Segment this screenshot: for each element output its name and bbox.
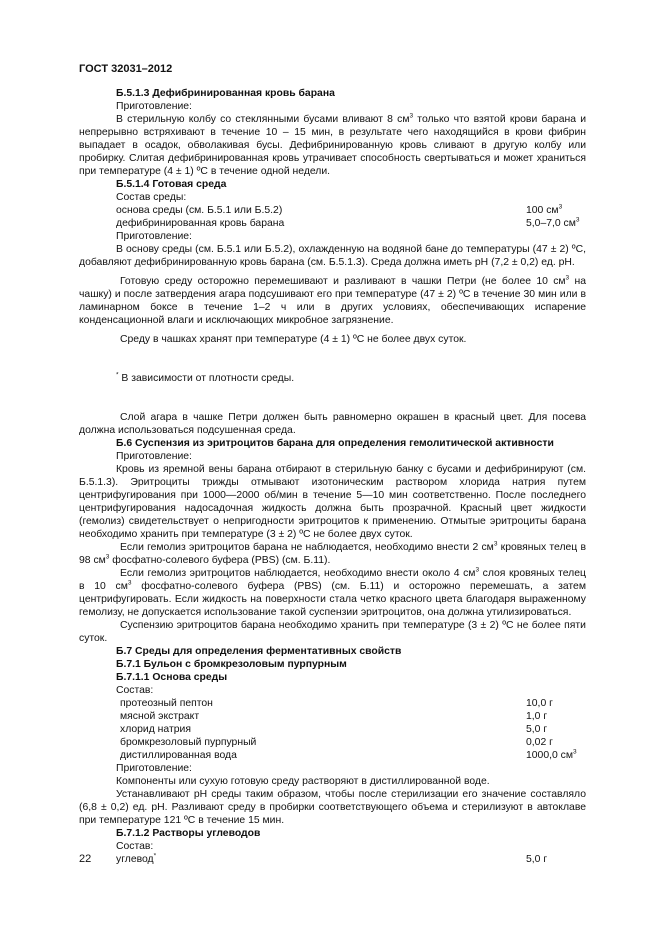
prep-label: Приготовление:: [116, 231, 192, 242]
composition-label: Состав среды:: [116, 192, 187, 203]
paragraph-b6-3: Если гемолиз эритроцитов наблюдается, необходимо внести около 4 $см^3$ слоя кровяных телец в 10 $см^3$ фосфатно-солевого буфера (PBS) (см. Б.11) и осторожно перемешать, а затем центрифугировать. Если жидкость на поверхности стала четко красного цвета благодаря выраженному гемолизу, не допускается использование такой суспензии эритроцитов, она должна утилизироваться.: [79, 566, 586, 618]
section-title-b7: Б.7 Среды для определения ферментативных свойств: [116, 646, 402, 657]
composition-row: хлорид натрия 5,0 г: [120, 724, 548, 735]
composition-row: углевод* 5,0 г: [116, 852, 548, 865]
composition-row: бромкрезоловый пурпурный 0,02 г: [120, 737, 553, 748]
composition-row: мясной экстракт 1,0 г: [120, 711, 548, 722]
paragraph-b711-2: Устанавливают рН среды таким образом, чтобы после стерилизации его значение составляло (6,8 ± 0,2) ед. рН. Разливают среду в пробирки соответствующего объема и стерилизуют в автоклаве при температуре 121 ºС в течение 15 мин.: [79, 789, 586, 826]
prep-label: Приготовление:: [116, 451, 192, 462]
paragraph-b514-2: Готовую среду осторожно перемешивают и разливают в чашки Петри (не более 10 $см^3$ на чашку) и после затвердения агара подсушивают его при температуре (47 ± 2) ºС в течение 30 мин или в ламинарном боксе в течение 1–2 ч или в других условиях, обеспечивающих испарение конденсационной влаги и исключающих микробное загрязнение.: [79, 274, 587, 326]
paragraph-b514-3: Среду в чашках хранят при температуре (4 ± 1) ºС не более двух суток.: [120, 334, 467, 345]
section-title-b514: Б.5.1.4 Готовая среда: [116, 179, 227, 190]
paragraph-continuation: Слой агара в чашке Петри должен быть равномерно окрашен в красный цвет. Для посева должна использоваться подсушенная среда.: [79, 412, 586, 436]
composition-row: протеозный пептон 10,0 г: [120, 698, 553, 709]
composition-row: дистиллированная вода 1000,0 $см^3$: [120, 748, 577, 761]
paragraph-b711-1: Компоненты или сухую готовую среду растворяют в дистиллированной воде.: [116, 776, 490, 787]
section-title-b711: Б.7.1.1 Основа среды: [116, 672, 228, 683]
composition-row: основа среды (см. Б.5.1 или Б.5.2) 100 $см^3$: [116, 203, 563, 216]
superscript: 3: [409, 112, 414, 120]
prep-label: Приготовление:: [116, 101, 192, 112]
paragraph-b6-2: Если гемолиз эритроцитов барана не наблюдается, необходимо внести 2 $см^3$ кровяных телец в 98 $см^3$ фосфатно-солевого буфера (PBS) (см. Б.11).: [79, 540, 586, 566]
page-number: 22: [79, 853, 92, 865]
section-title-b6: Б.6 Суспензия из эритроцитов барана для определения гемолитической активности: [116, 438, 554, 449]
section-title-b712: Б.7.1.2 Растворы углеводов: [116, 828, 261, 839]
footnote-mark: *: [153, 852, 157, 860]
composition-label: Состав:: [116, 841, 154, 852]
footnote-mark: *: [116, 371, 119, 379]
paragraph-b6-4: Суспензию эритроцитов барана необходимо хранить при температуре (3 ± 2) ºС не более пяти суток.: [79, 620, 586, 644]
paragraph-b513: В стерильную колбу со стеклянными бусами вливают 8 $см^3$ только что взятой крови барана и непрерывно встряхивают в течение 10 – 15 мин, в результате чего находящийся в крови фибрин выпадает в осадок, обволакивая бусы. Дефибринированную кровь сливают в другую колбу или пробирку. Слитая дефибринированная кровь утрачивает способность свертываться и может храниться при температуре (4 ± 1) ºС в течение одной недели.: [79, 112, 586, 177]
paragraph-b514-1: В основу среды (см. Б.5.1 или Б.5.2), охлажденную на водяной бане до температуры (47 ± 2) ºС, добавляют дефибринированную кровь барана (см. Б.5.1.3). Среда должна иметь рН (7,2 ± 0,2) ед. рН.: [79, 244, 586, 268]
page-content: [79, 87, 586, 866]
composition-row: дефибринированная кровь барана 5,0–7,0 $см^3$: [116, 216, 580, 229]
prep-label: Приготовление:: [116, 763, 192, 774]
footnote: * В зависимости от плотности среды.: [116, 371, 295, 384]
section-title-b71: Б.7.1 Бульон с бромкрезоловым пурпурным: [116, 659, 347, 670]
paragraph-b6-1: Кровь из яремной вены барана отбирают в стерильную банку с бусами и дефибринируют (см. Б.5.1.3). Эритроциты трижды отмывают изотоническим раствором хлорида натрия путем центрифугирования при 1000—2000 об/мин в течение 5—10 мин соответственно. После последнего центрифугирования надосадочная жидкость должна быть прозрачной. Красный цвет жидкости (гемолиз) свидетельствует о непригодности эритроцитов к применению. Отмытые эритроциты барана необходимо хранить при температуре (3 ± 2) ºС не более двух суток.: [79, 464, 586, 540]
section-title-b513: Б.5.1.3 Дефибринированная кровь барана: [116, 88, 335, 99]
composition-label: Состав:: [116, 685, 154, 696]
document-header: ГОСТ 32031–2012: [79, 63, 173, 75]
